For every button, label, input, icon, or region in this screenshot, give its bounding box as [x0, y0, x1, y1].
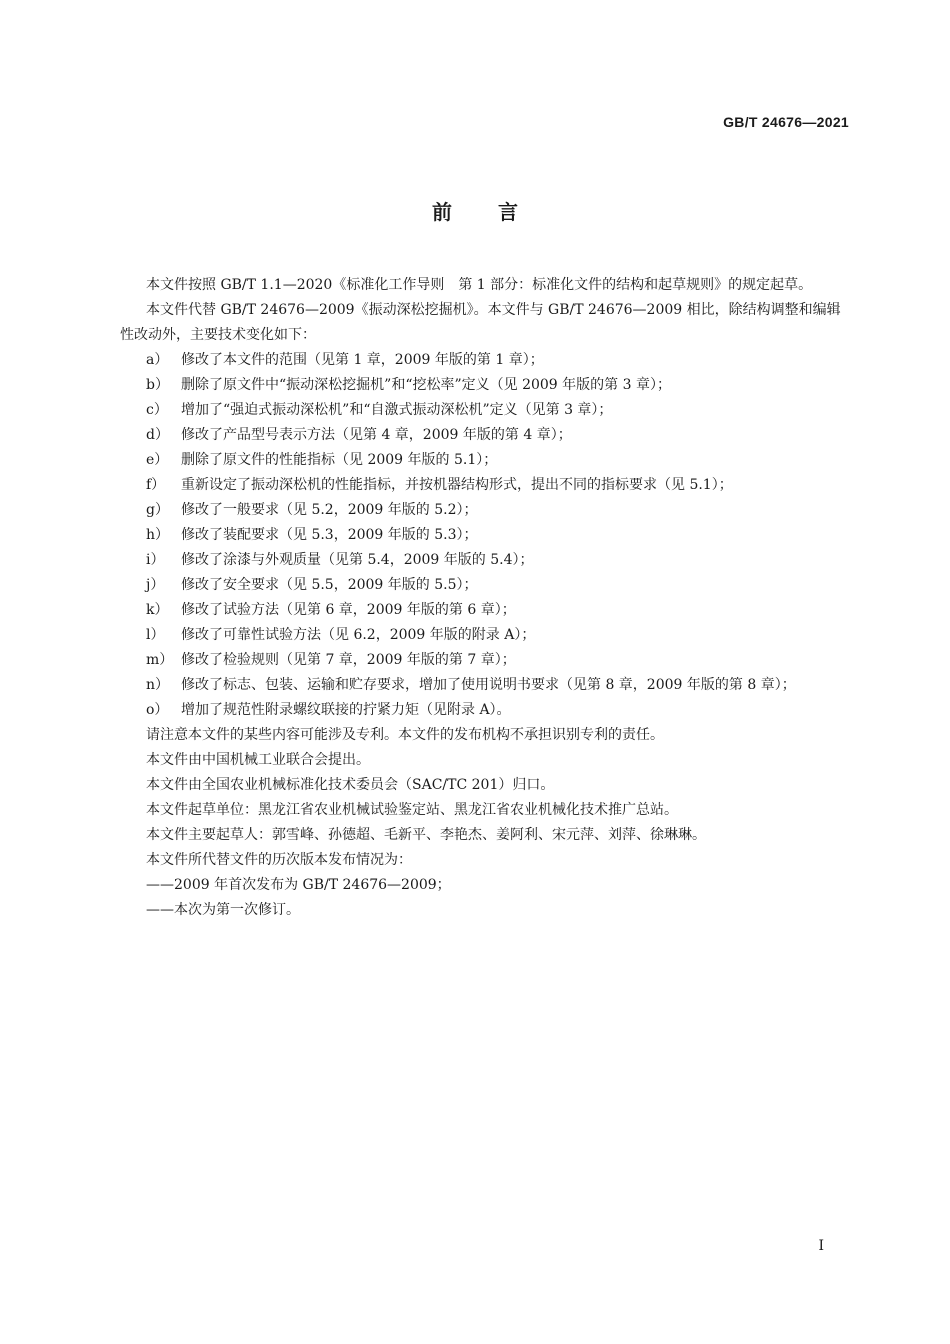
drafters: 本文件主要起草人：郭雪峰、孙德超、毛新平、李艳杰、姜阿利、宋元萍、刘萍、徐琳琳。 — [146, 827, 706, 843]
history-item: ——2009 年首次发布为 GB/T 24676—2009； — [146, 877, 451, 893]
paragraph-replacement: 本文件代替 GB/T 24676—2009《振动深松挖掘机》。本文件与 GB/T 24676—2009 相比，除结构调整和编辑性改动外，主要技术变化如下： — [120, 302, 841, 343]
list-item-text: 修改了安全要求（见 5.5，2009 年版的 5.5）； — [181, 577, 478, 593]
list-item — [146, 473, 850, 498]
list-item — [146, 498, 850, 523]
list-item-text: 修改了检验规则（见第 7 章，2009 年版的第 7 章）； — [181, 652, 516, 668]
proposed-by: 本文件由中国机械工业联合会提出。 — [146, 752, 370, 768]
foreword-body — [120, 273, 850, 923]
list-marker: h） — [146, 527, 170, 543]
list-item — [146, 448, 850, 473]
list-marker: c） — [146, 402, 168, 418]
changes-list — [146, 348, 850, 723]
history-item: ——本次为第一次修订。 — [146, 902, 300, 918]
list-marker: k） — [146, 602, 169, 618]
list-marker: b） — [146, 377, 169, 393]
list-marker: a） — [146, 352, 169, 368]
list-item-text: 重新设定了振动深松机的性能指标，并按机器结构形式，提出不同的指标要求（见 5.1）； — [181, 477, 733, 493]
list-item — [146, 548, 850, 573]
list-marker: j） — [146, 577, 165, 593]
list-marker: f） — [146, 477, 166, 493]
list-marker: i） — [146, 552, 165, 568]
list-item-text: 修改了本文件的范围（见第 1 章，2009 年版的第 1 章）； — [181, 352, 544, 368]
centralized-by: 本文件由全国农业机械标准化技术委员会（SAC/TC 201）归口。 — [146, 777, 555, 793]
paragraph-drafting-rules: 本文件按照 GB/T 1.1—2020《标准化工作导则 第 1 部分：标准化文件的结构和起草规则》的规定起草。 — [146, 277, 813, 293]
list-item-text: 修改了产品型号表示方法（见第 4 章，2009 年版的第 4 章）； — [181, 427, 572, 443]
list-item — [146, 423, 850, 448]
list-item-text: 删除了原文件中“振动深松挖掘机”和“挖松率”定义（见 2009 年版的第 3 章）； — [181, 377, 671, 393]
patent-notice: 请注意本文件的某些内容可能涉及专利。本文件的发布机构不承担识别专利的责任。 — [146, 727, 664, 743]
page-number: I — [818, 1238, 824, 1254]
standard-code: GB/T 24676—2021 — [723, 114, 849, 130]
drafting-units: 本文件起草单位：黑龙江省农业机械试验鉴定站、黑龙江省农业机械化技术推广总站。 — [146, 802, 678, 818]
list-item — [146, 623, 850, 648]
list-marker: d） — [146, 427, 169, 443]
list-item — [146, 648, 850, 673]
list-item-text: 修改了一般要求（见 5.2，2009 年版的 5.2）； — [181, 502, 478, 518]
list-item — [146, 348, 850, 373]
list-item-text: 修改了可靠性试验方法（见 6.2，2009 年版的附录 A）； — [181, 627, 536, 643]
history-intro: 本文件所代替文件的历次版本发布情况为： — [146, 852, 412, 868]
list-item-text: 修改了标志、包装、运输和贮存要求，增加了使用说明书要求（见第 8 章，2009 年版的第 8 章）； — [181, 677, 796, 693]
list-marker: e） — [146, 452, 169, 468]
list-item-text: 删除了原文件的性能指标（见 2009 年版的 5.1）； — [181, 452, 498, 468]
list-item — [146, 523, 850, 548]
list-item-text: 修改了试验方法（见第 6 章，2009 年版的第 6 章）； — [181, 602, 516, 618]
list-item-text: 增加了“强迫式振动深松机”和“自激式振动深松机”定义（见第 3 章）； — [181, 402, 613, 418]
list-marker: g） — [146, 502, 169, 518]
list-item — [146, 373, 850, 398]
list-marker: o） — [146, 702, 169, 718]
list-item-text: 修改了装配要求（见 5.3，2009 年版的 5.3）； — [181, 527, 478, 543]
list-item — [146, 698, 850, 723]
page-title: 前言 — [432, 200, 564, 224]
list-marker: n） — [146, 677, 170, 693]
list-item — [146, 398, 850, 423]
list-marker: m） — [146, 652, 174, 668]
list-item — [146, 598, 850, 623]
list-marker: l） — [146, 627, 165, 643]
list-item-text: 增加了规范性附录螺纹联接的拧紧力矩（见附录 A）。 — [181, 702, 511, 718]
list-item-text: 修改了涂漆与外观质量（见第 5.4，2009 年版的 5.4）； — [181, 552, 534, 568]
list-item — [146, 573, 850, 598]
list-item — [146, 673, 850, 698]
